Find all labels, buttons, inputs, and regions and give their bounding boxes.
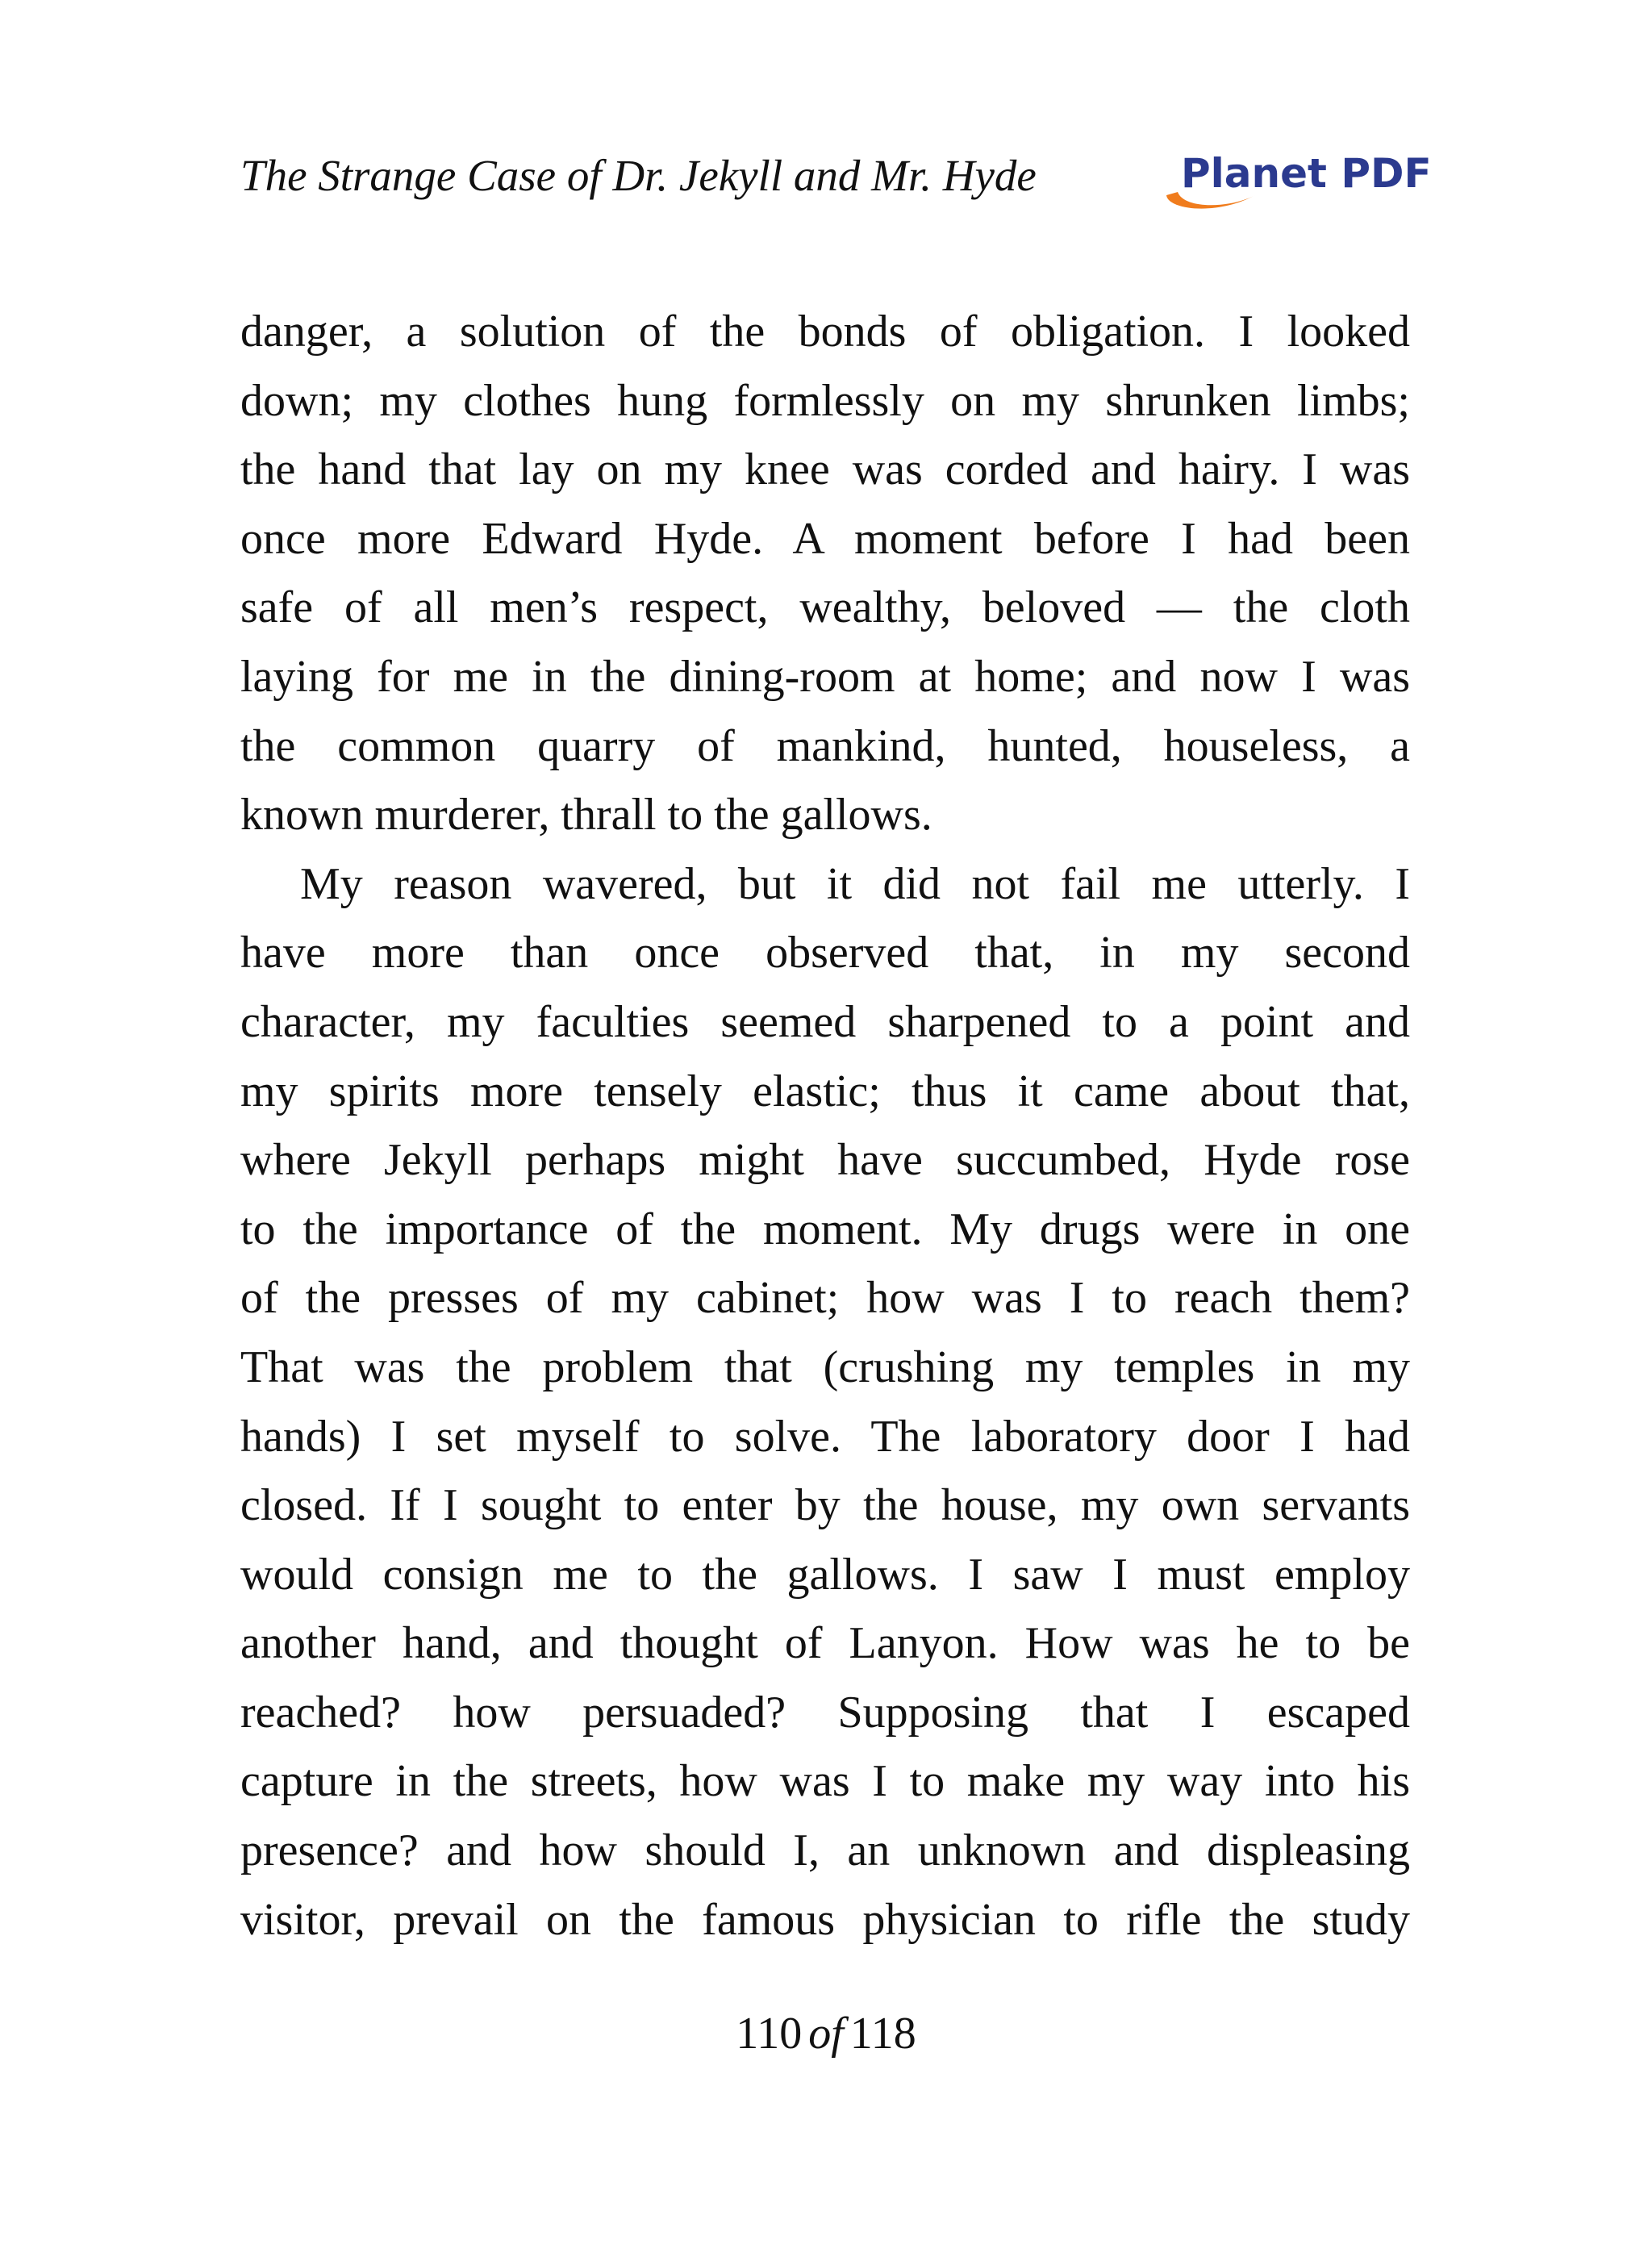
text-line: reached? how persuaded? Supposing that I escaped xyxy=(240,1687,1410,1738)
text-line: known murderer, thrall to the gallows. xyxy=(240,790,932,841)
current-page-number: 110 xyxy=(736,2009,803,2059)
planet-pdf-logo xyxy=(1160,145,1432,218)
text-line: where Jekyll perhaps might have succumbed, Hyde rose xyxy=(240,1135,1410,1186)
total-pages-number: 118 xyxy=(849,2009,916,2059)
text-line: danger, a solution of the bonds of obligation. I looked xyxy=(240,307,1410,357)
text-line: safe of all men’s respect, wealthy, beloved — the cloth xyxy=(240,582,1410,633)
text-line: down; my clothes hung formlessly on my shrunken limbs; xyxy=(240,375,1410,426)
text-line: hands) I set myself to solve. The laboratory door I had xyxy=(240,1411,1410,1462)
logo-text: Planet PDF xyxy=(1181,150,1432,197)
text-line: the common quarry of mankind, hunted, houseless, a xyxy=(240,720,1410,771)
text-line: my spirits more tensely elastic; thus it came about that, xyxy=(240,1066,1410,1116)
text-line: once more Edward Hyde. A moment before I had been xyxy=(240,513,1410,564)
text-line: visitor, prevail on the famous physician to rifle the study xyxy=(240,1894,1410,1945)
text-line: of the presses of my cabinet; how was I to reach them? xyxy=(240,1273,1410,1324)
text-line: My reason wavered, but it did not fail me utterly. I xyxy=(300,858,1410,909)
text-line: capture in the streets, how was I to make my way into his xyxy=(240,1756,1410,1807)
text-line: another hand, and thought of Lanyon. How was he to be xyxy=(240,1618,1410,1669)
page-number xyxy=(0,2009,1652,2059)
text-line: would consign me to the gallows. I saw I must employ xyxy=(240,1549,1410,1600)
book-title: The Strange Case of Dr. Jekyll and Mr. Hyde xyxy=(240,151,1037,200)
text-line: to the importance of the moment. My drugs were in one xyxy=(240,1204,1410,1254)
page-of-label: of xyxy=(808,2009,844,2059)
text-line: the hand that lay on my knee was corded and hairy. I was xyxy=(240,444,1410,495)
text-line: That was the problem that (crushing my temples in my xyxy=(240,1341,1410,1392)
page-header xyxy=(240,145,1432,218)
body-text xyxy=(240,298,1410,1955)
text-line: character, my faculties seemed sharpened to a point and xyxy=(240,996,1410,1047)
text-line: laying for me in the dining-room at home; and now I was xyxy=(240,651,1410,702)
text-line: presence? and how should I, an unknown and displeasing xyxy=(240,1825,1410,1876)
text-line: closed. If I sought to enter by the house, my own servants xyxy=(240,1480,1410,1531)
text-line: have more than once observed that, in my second xyxy=(240,928,1410,978)
